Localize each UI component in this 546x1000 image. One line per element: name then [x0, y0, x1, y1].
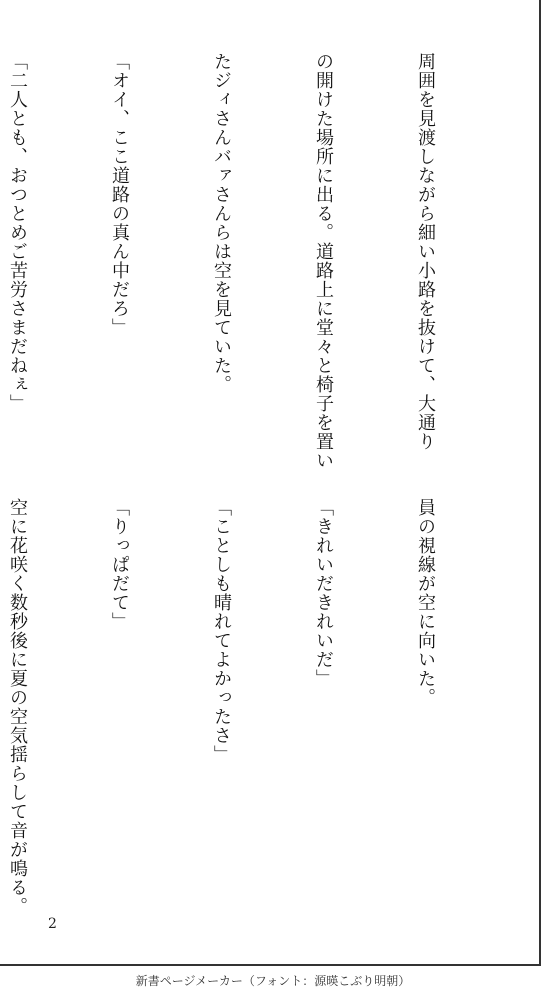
text-column: たジィさんバァさんらは空を見ていた。 — [211, 52, 232, 394]
page-number: 2 — [48, 916, 57, 932]
text-column: 「きれいだきれいだ」 — [313, 498, 334, 688]
text-column: 「二人とも、おつとめご苦労さまだねぇ」 — [7, 52, 28, 413]
text-column: 「りっぱだて」 — [109, 498, 130, 631]
text-column: 員の視線が空に向いた。 — [415, 498, 436, 707]
text-column: 周囲を見渡しながら細い小路を抜けて、大通り — [415, 52, 436, 451]
footer-caption: 新書ページメーカー（フォント：源暎こぶり明朝） — [135, 974, 411, 988]
text-block-top — [7, 52, 510, 470]
text-column: 「オイ、ここ道路の真ん中だろ」 — [109, 52, 130, 337]
text-block-bottom — [7, 498, 510, 916]
text-column: 「ことしも晴れてよかったさ」 — [211, 498, 232, 764]
text-column: 空に花咲く数秒後に夏の空気揺らして音が鳴る。 — [7, 498, 28, 916]
text-column: の開けた場所に出る。道路上に堂々と椅子を置い — [313, 52, 334, 470]
